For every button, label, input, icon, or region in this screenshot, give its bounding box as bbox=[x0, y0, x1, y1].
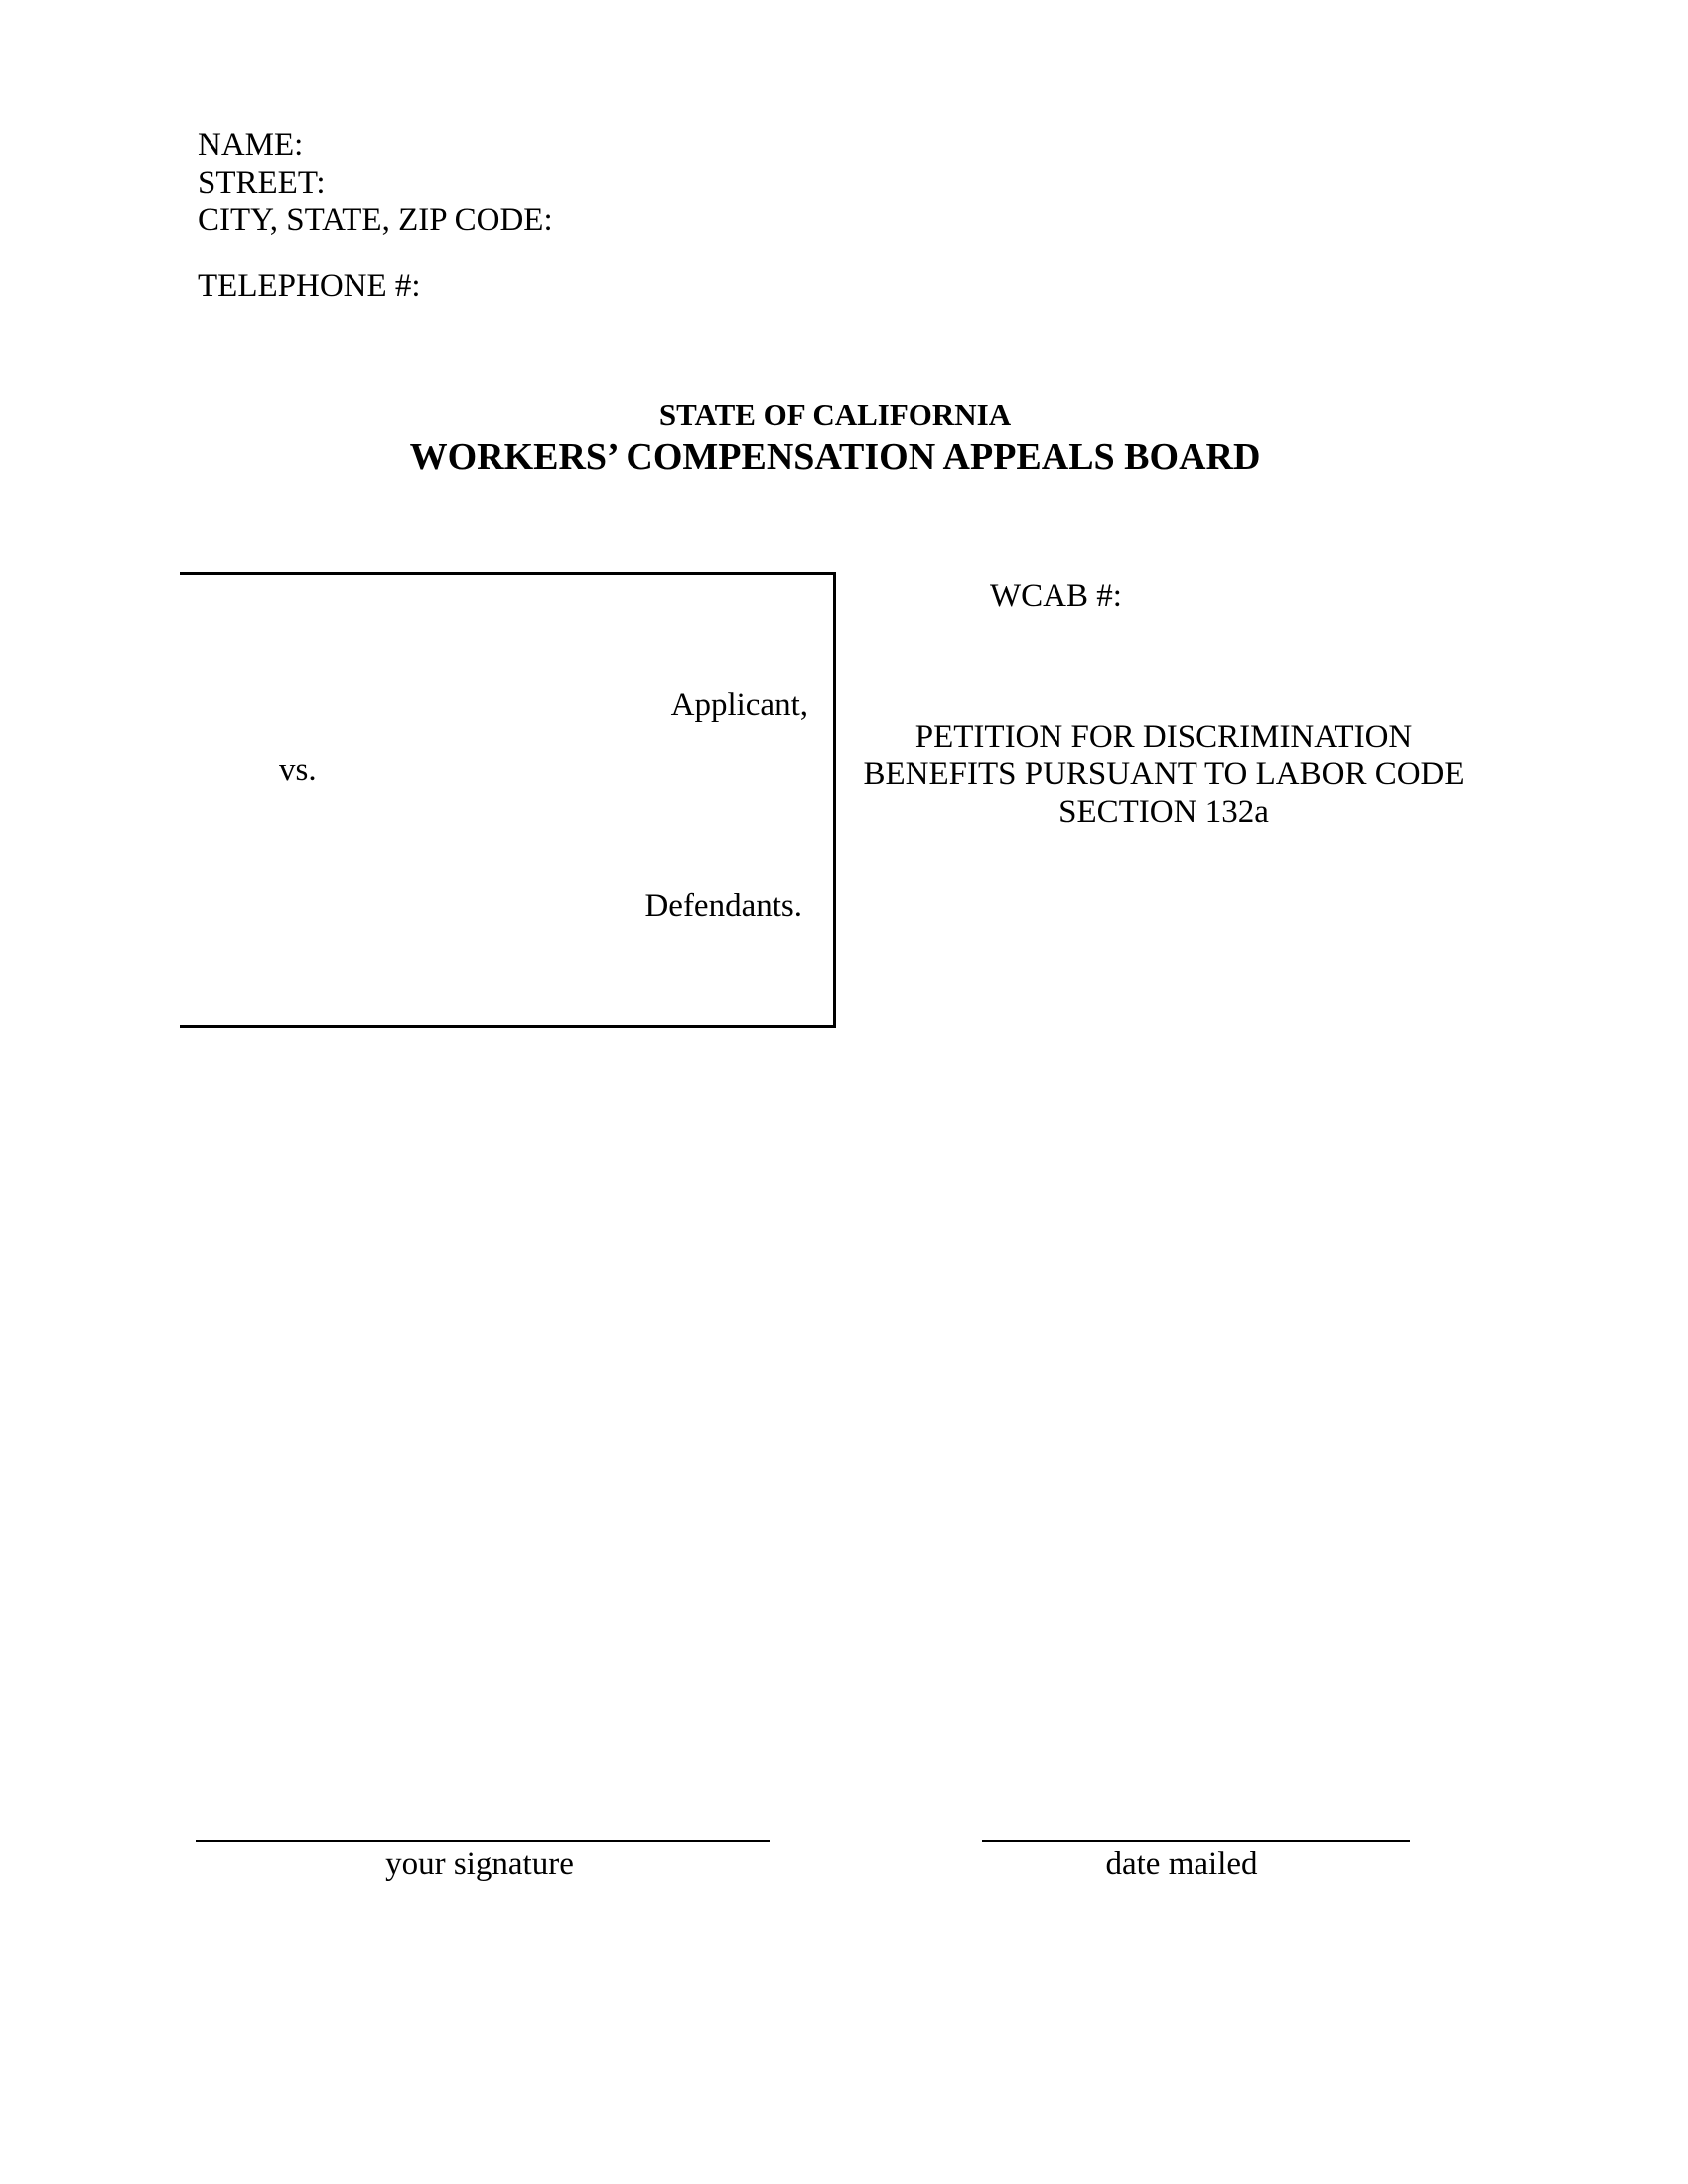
date-line bbox=[982, 1840, 1410, 1842]
street-label: STREET: bbox=[198, 165, 326, 201]
wcab-number-label: WCAB #: bbox=[990, 578, 1122, 614]
petition-title-line-1: PETITION FOR DISCRIMINATION bbox=[914, 719, 1413, 754]
telephone-label: TELEPHONE #: bbox=[198, 268, 421, 304]
case-caption-box bbox=[180, 572, 836, 1028]
petition-title-line-3: SECTION 132a bbox=[1058, 794, 1269, 830]
signature-label: your signature bbox=[385, 1846, 574, 1882]
applicant-label: Applicant, bbox=[670, 687, 808, 723]
vs-label: vs. bbox=[279, 752, 317, 788]
city-state-zip-label: CITY, STATE, ZIP CODE: bbox=[198, 203, 553, 238]
board-heading: WORKERS’ COMPENSATION APPEALS BOARD bbox=[409, 436, 1261, 478]
petition-title-line-2: BENEFITS PURSUANT TO LABOR CODE bbox=[863, 756, 1465, 792]
defendants-label: Defendants. bbox=[644, 888, 802, 924]
date-mailed-label: date mailed bbox=[1105, 1846, 1258, 1882]
state-heading: STATE OF CALIFORNIA bbox=[658, 397, 1012, 432]
signature-line bbox=[196, 1840, 770, 1842]
name-label: NAME: bbox=[198, 127, 304, 163]
